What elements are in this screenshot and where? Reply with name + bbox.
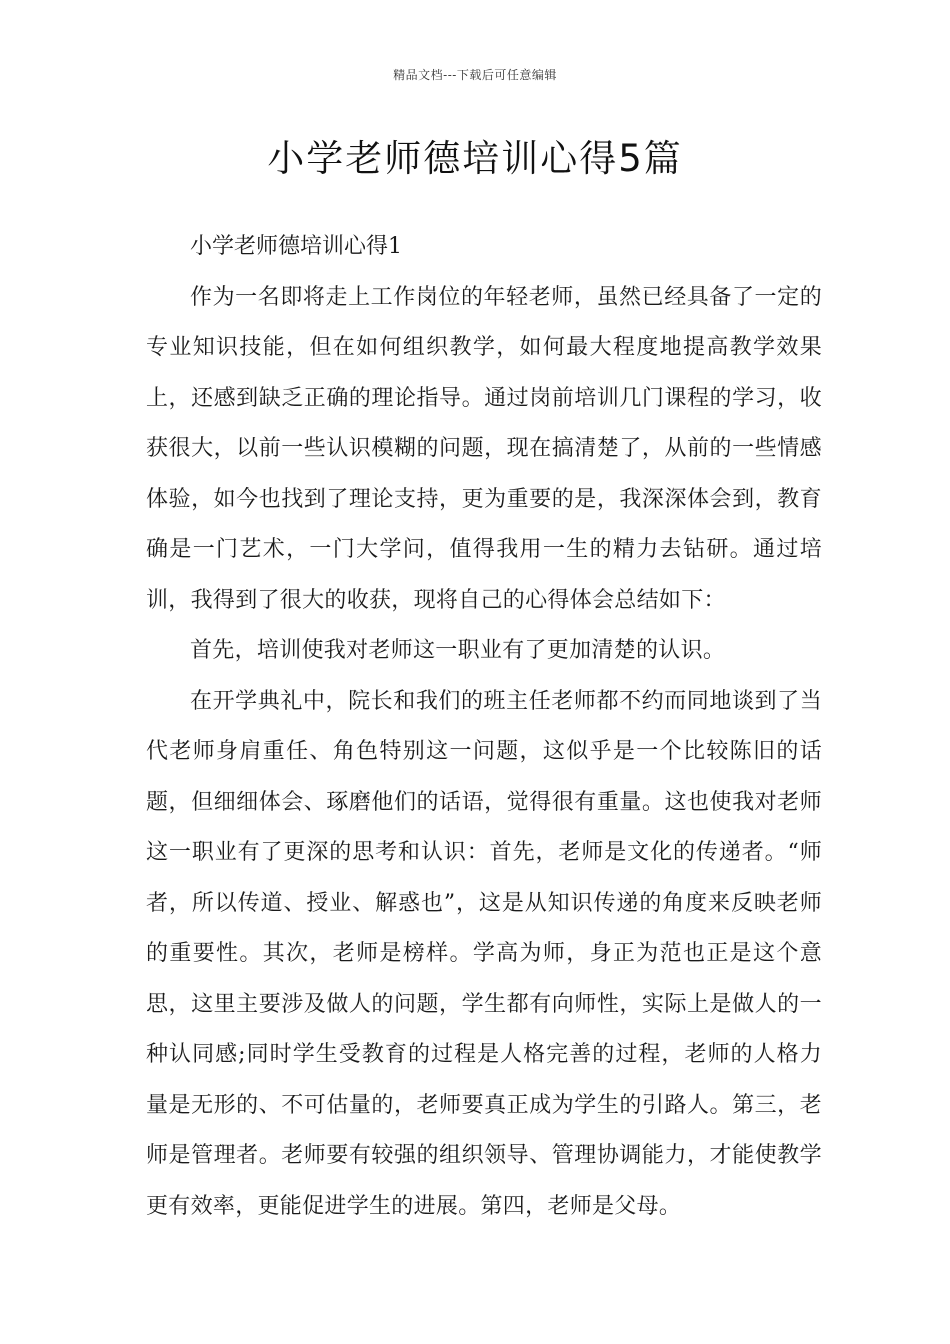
- section-subheading: 小学老师德培训心得1: [190, 234, 402, 259]
- document-title: 小学老师德培训心得5篇: [267, 137, 683, 180]
- document-body: [146, 222, 822, 1232]
- paragraph-2: 首先，培训使我对老师这一职业有了更加清楚的认识。: [190, 638, 726, 663]
- paragraph-1: 作为一名即将走上工作岗位的年轻老师，虽然已经具备了一定的专业知识技能，但在如何组织教学，如何最大程度地提高教学效果上，还感到缺乏正确的理论指导。通过岗前培训几门课程的学习，收获很大，以前一些认识模糊的问题，现在搞清楚了，从前的一些情感体验，如今也找到了理论支持，更为重要的是，我深深体会到，教育确是一门艺术，一门大学问，值得我用一生的精力去钻研。通过培训，我得到了很大的收获，现将自己的心得体会总结如下：: [146, 284, 822, 613]
- paragraph-3: 在开学典礼中，院长和我们的班主任老师都不约而同地谈到了当代老师身肩重任、角色特别这一问题，这似乎是一个比较陈旧的话题，但细细体会、琢磨他们的话语，觉得很有重量。这也使我对老师这一职业有了更深的思考和认识：首先，老师是文化的传递者。“师者，所以传道、授业、解惑也”，这是从知识传递的角度来反映老师的重要性。其次，老师是榜样。学高为师，身正为范也正是这个意思，这里主要涉及做人的问题，学生都有向师性，实际上是做人的一种认同感;同时学生受教育的过程是人格完善的过程，老师的人格力量是无形的、不可估量的，老师要真正成为学生的引路人。第三，老师是管理者。老师要有较强的组织领导、管理协调能力，才能使教学更有效率，更能促进学生的进展。第四，老师是父母。: [146, 688, 822, 1219]
- header-note: 精品文档---下载后可任意编辑: [393, 68, 557, 82]
